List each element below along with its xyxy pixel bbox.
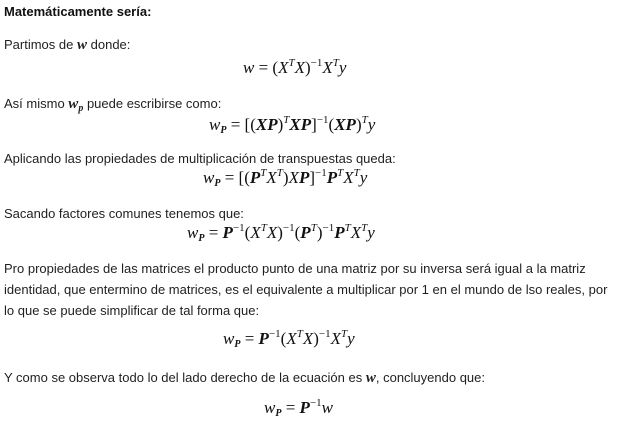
paragraph-transpose: Aplicando las propiedades de multiplicación de transpuestas queda: (4, 151, 396, 166)
inline-var-wp (68, 96, 83, 112)
equation-4-text (0, 0, 1, 1)
paragraph-factors: Sacando factores comunes tenemos que: (4, 206, 244, 221)
paragraph-conclusion-text: Y como se observa todo lo del lado derecho de la ecuación es (4, 370, 363, 385)
equation-1-text (0, 0, 1, 1)
equation-5: $w_P = P^{-1}(X^TX)^{-1}X^Ty$ (223, 328, 355, 350)
equation-1: $w = (X^TX)^{-1}X^Ty$ (243, 57, 347, 77)
inline-var-wp-sub: p (78, 103, 84, 114)
paragraph-intro-text: Partimos de (4, 37, 74, 52)
equation-6: $w_P = P^{-1}w$ (264, 397, 333, 419)
paragraph-wp-text: Así mismo (4, 96, 65, 111)
equation-3: $w_P = [(P^TX^T)XP]^{-1}P^TX^Ty$ (203, 167, 368, 189)
equation-6-text (0, 0, 1, 1)
equation-2-text (0, 0, 1, 1)
inline-var-w-2: w (365, 370, 376, 386)
equation-5-text (0, 0, 1, 1)
equation-3-text (0, 0, 1, 1)
inline-var-wp-base: w (68, 96, 79, 112)
paragraph-identity: Pro propiedades de las matrices el producto punto de una matriz por su inversa será igual a la matriz identidad, que entermino de matrices, es el equivalente a multiplicar por 1 en el mundo de lso reales, por lo que se puede simplificar de tal forma que: (4, 261, 608, 318)
paragraph-wp (4, 93, 221, 115)
equation-2: $w_P = [(XP)^TXP]^{-1}(XP)^Ty$ (209, 114, 376, 136)
section-heading: Matemáticamente sería: (4, 4, 152, 19)
paragraph-intro-text-end: donde: (90, 37, 131, 52)
paragraph-wp-text-end: puede escribirse como: (86, 96, 222, 111)
paragraph-conclusion-text-end: , concluyendo que: (375, 370, 485, 385)
paragraph-intro (4, 34, 130, 56)
paragraph-conclusion (4, 367, 485, 389)
inline-var-w: w (77, 37, 88, 53)
equation-4: $w_P = P^{-1}(X^TX)^{-1}(P^T)^{-1}P^TX^Ty$ (187, 222, 375, 244)
